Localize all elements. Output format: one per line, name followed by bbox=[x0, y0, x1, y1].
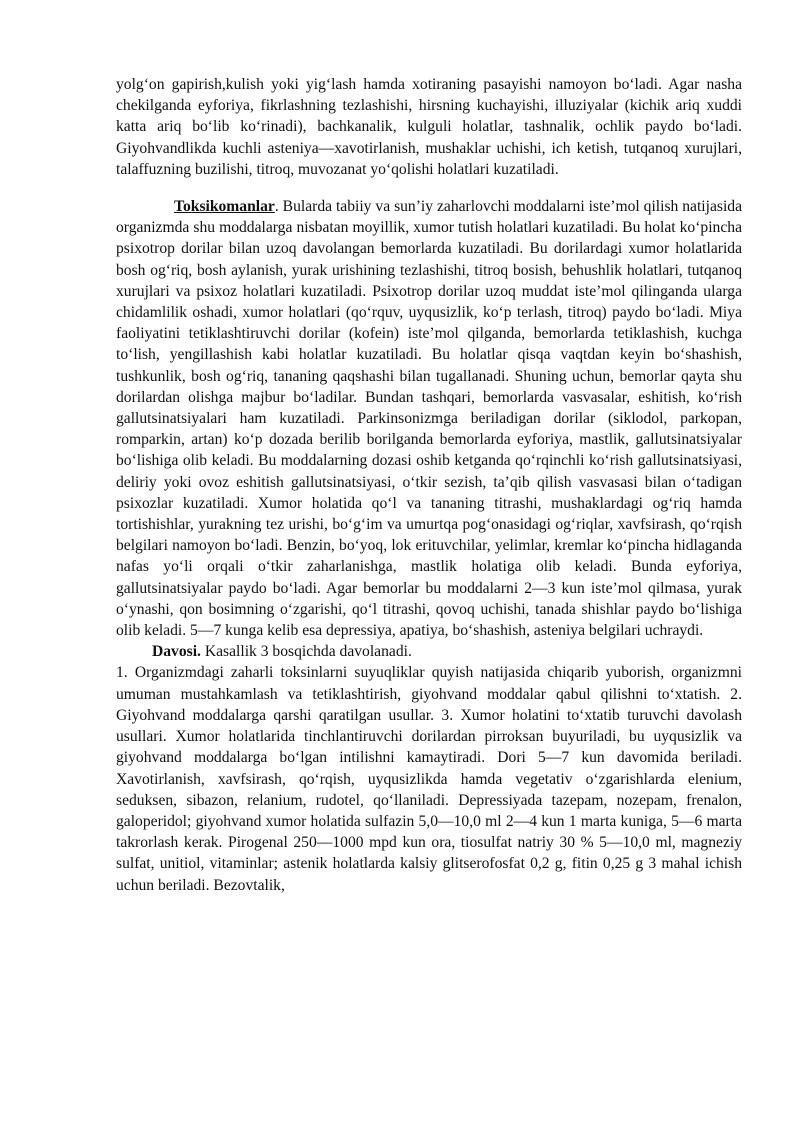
treatment-paragraph: 1. Organizmdagi zaharli toksinlarni suyuqliklar quyish natijasida chiqarib yuborish, organizmni umuman mustahkamlash va tetiklashtirish, giyohvand moddalar qabul qilishni to‘xtatish. 2. Giyohvand moddalarga qarshi qaratilgan usullar. 3. Xumor holatini to‘xtatib turuvchi davolash usullari. Xumor holatlarida tinchlantiruvchi dorilardan pirroksan buyuriladi, bu uyqusizlik va giyohvand moddalarga bo‘lgan intilishni kamaytiradi. Dori 5—7 kun davomida beriladi. Xavotirlanish, xavfsirash, qo‘rqish, uyqusizlikda hamda vegetativ o‘zgarishlarda elenium, seduksen, sibazon, relanium, rudotel, qo‘llaniladi. Depressiyada tazepam, nozepam, frenalon, galoperidol; giyohvand xumor holatida sulfazin 5,0—10,0 ml 2—4 kun 1 marta kuniga, 5—6 marta takrorlash kerak. Pirogenal 250—1000 mpd kun ora, tiosulfat natriy 30 % 5—10,0 ml, magneziy sulfat, unitiol, vitaminlar; astenik holatlarda kalsiy glitserofosfat 0,2 g, fitin 0,25 g 3 mahal ichish uchun beriladi. Bezovtalik, bbox=[116, 664, 742, 894]
heading-punctuation: . bbox=[274, 198, 279, 216]
toksikomanlar-text: Bularda tabiiy va sun’iy zaharlovchi moddalarni iste’mol qilish natijasida organizmda shu moddalarga nisbatan moyillik, xumor tutish holatlari kuzatiladi. Bu holat ko‘pincha psixotrop dorilar bilan uzoq davolangan bemorlarda kuzatiladi. Bu dorilardagi xumor holatlarida bosh og‘riq, bosh aylanish, yurak urishining tezlashishi, titroq bosish, behushlik holatlari, tutqanoq xurujlari va psixoz holatlari kuzatiladi. Psixotrop dorilar uzoq muddat iste’mol qilinganda ularga chidamlilik oshadi, xumor holatlari (qo‘rquv, uyqusizlik, ko‘p terlash, titroq) paydo bo‘ladi. Miya faoliyatini tetiklashtiruvchi dorilar (kofein) iste’mol qilganda, bemorlarda tetiklashish, kuchga to‘lish, yengillashish kabi holatlar kuzatiladi. Bu holatlar qisqa vaqtdan keyin bo‘shashish, tushkunlik, bosh og‘riq, tananing qaqshashi bilan tugallanadi. Shuning uchun, bemorlar qayta shu dorilardan olishga majbur bo‘ladilar. Bundan tashqari, bemorlarda vasvasalar, eshitish, ko‘rish gallutsinatsiyalari ham kuzatiladi. Parkinsonizmga beriladigan dorilar (siklodol, parkopan, romparkin, artan) ko‘p dozada berilib borilganda bemorlarda eyforiya, mastlik, gallutsinatsiyalar bo‘lishiga olib keladi. Bu moddalarning dozasi oshib ketganda qo‘rqinchli ko‘rish gallutsinatsiyasi, deliriy yoki ovoz eshitish gallutsinatsiyasi, o‘tkir sezish, ta’qib qilish vasvasasi bilan o‘tadigan psixozlar kuzatiladi. Xumor holatida qo‘l va tananing titrashi, mushaklardagi og‘riq hamda tortishishlar, yurakning tez urishi, bo‘g‘im va umurtqa pog‘onasidagi og‘riqlar, xavfsirash, qo‘rqish belgilari namoyon bo‘ladi. Benzin, bo‘yoq, lok erituvchilar, yelimlar, kremlar ko‘pincha hidlaganda nafas yo‘li orqali o‘tkir zaharlanishga, mastlik holatiga olib keladi. Bunda eyforiya, gallutsinatsiyalar paydo bo‘ladi. Agar bemorlar bu moddalarni 2—3 kun iste’mol qilmasa, yurak o‘ynashi, qon bosimning o‘zgarishi, qo‘l titrashi, qovoq uchishi, tanada shishlar paydo bo‘lishiga olib keladi. 5—7 kunga kelib esa depressiya, apatiya, bo‘shashish, asteniya belgilari uchraydi. bbox=[116, 198, 742, 640]
heading-davosi: Davosi. bbox=[152, 643, 201, 661]
section-toksikomanlar bbox=[116, 196, 742, 641]
heading-toksikomanlar: Toksikomanlar bbox=[174, 198, 275, 216]
paragraph-gap bbox=[116, 180, 742, 196]
section-davosi bbox=[116, 641, 742, 662]
paragraph-intro: yolg‘on gapirish,kulish yoki yig‘lash hamda xotiraning pasayishi namoyon bo‘ladi. Agar nasha chekilganda eyforiya, fikrlashning tezlashishi, hirsning kuchayishi, illuziyalar (kichik ariq xuddi katta ariq bo‘lib ko‘rinadi), bachkanalik, kulguli holatlar, tashnalik, ochlik paydo bo‘ladi. Giyohvandlikda kuchli asteniya—xavotirlanish, mushaklar uchishi, ich ketish, tutqanoq xurujlari, talaffuzning buzilishi, titroq, muvozanat yo‘qolishi holatlari kuzatiladi. bbox=[116, 76, 742, 178]
document-page bbox=[116, 74, 742, 896]
davosi-text: Kasallik 3 bosqichda davolanadi. bbox=[200, 643, 412, 661]
